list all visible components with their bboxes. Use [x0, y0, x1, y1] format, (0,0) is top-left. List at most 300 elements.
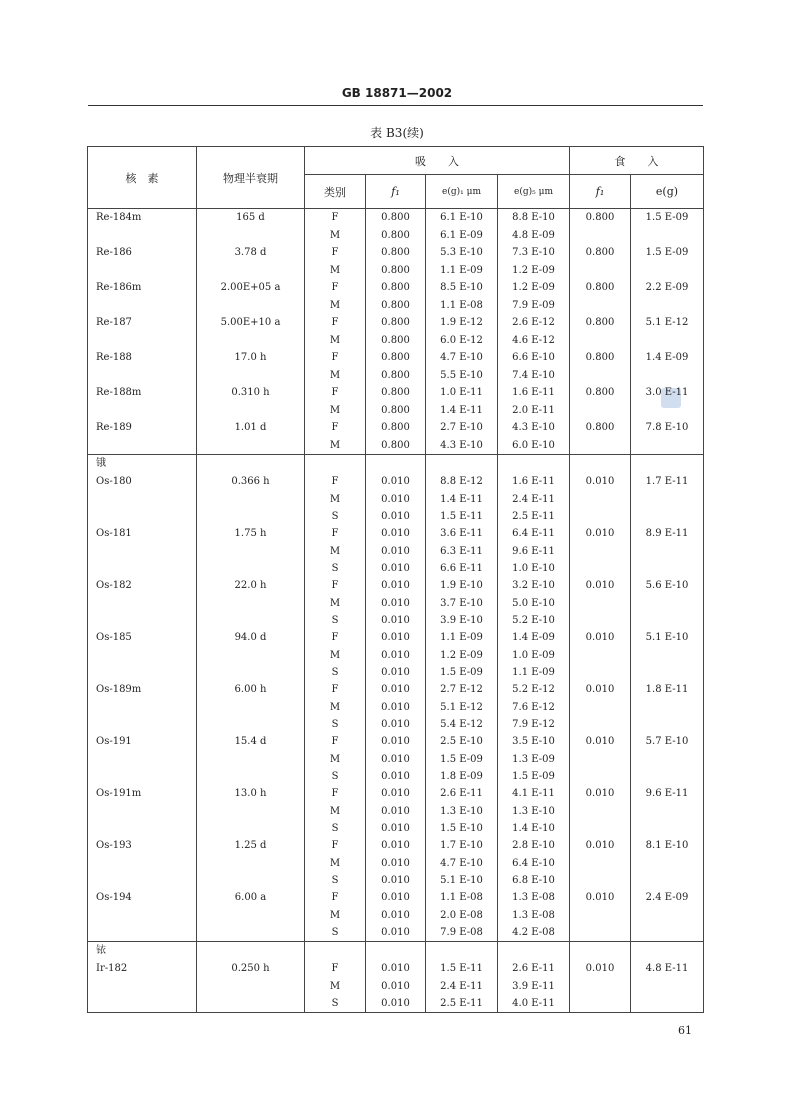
table-cell-e1: 6.0 E-12 — [426, 332, 498, 349]
table-cell-hl — [197, 332, 305, 349]
table-cell-f1: 0.010 — [366, 595, 426, 612]
table-cell-hl — [197, 508, 305, 525]
table-cell-e1: 1.8 E-09 — [426, 768, 498, 785]
table-cell-ef1 — [570, 402, 631, 419]
table-cell-eg — [631, 491, 704, 508]
table-cell-e1: 2.4 E-11 — [426, 978, 498, 995]
table-cell-ef1 — [570, 942, 631, 961]
table-row — [88, 960, 704, 978]
table-row — [88, 349, 704, 367]
table-cell-ef1: 0.010 — [570, 837, 631, 855]
table-cell-hl: 0.250 h — [197, 960, 305, 978]
table-cell-eg — [631, 768, 704, 785]
table-cell-hl — [197, 560, 305, 577]
table-cell-f1: 0.010 — [366, 508, 426, 525]
table-cell-e5: 1.4 E-09 — [498, 629, 570, 647]
table-cell-hl — [197, 751, 305, 768]
table-row — [88, 647, 704, 664]
table-row — [88, 664, 704, 681]
table-cell-hl: 1.75 h — [197, 525, 305, 543]
table-cell-e1: 7.9 E-08 — [426, 924, 498, 942]
table-row — [88, 837, 704, 855]
table-cell-hl — [197, 699, 305, 716]
table-cell-nuc: Re-186 — [88, 244, 197, 262]
table-cell-eg: 5.1 E-10 — [631, 629, 704, 647]
table-row — [88, 768, 704, 785]
table-cell-f1: 0.010 — [366, 889, 426, 907]
table-cell-f1: 0.010 — [366, 907, 426, 924]
table-cell-ef1: 0.010 — [570, 577, 631, 595]
table-row — [88, 560, 704, 577]
table-cell-f1: 0.010 — [366, 612, 426, 629]
table-cell-f1: 0.010 — [366, 803, 426, 820]
table-cell-hl — [197, 455, 305, 474]
table-cell-e1: 2.5 E-10 — [426, 733, 498, 751]
table-cell-f1: 0.010 — [366, 491, 426, 508]
table-cell-nuc — [88, 751, 197, 768]
header-rule — [88, 105, 703, 106]
table-cell-f1: 0.010 — [366, 995, 426, 1013]
table-cell-ef1 — [570, 699, 631, 716]
table-cell-e5: 7.4 E-10 — [498, 367, 570, 384]
table-cell-type: M — [305, 437, 366, 455]
table-cell-eg — [631, 995, 704, 1013]
table-cell-e5: 2.0 E-11 — [498, 402, 570, 419]
table-cell-nuc — [88, 803, 197, 820]
table-cell-type: M — [305, 543, 366, 560]
table-cell-nuc — [88, 227, 197, 244]
table-row — [88, 244, 704, 262]
table-cell-nuc: Os-193 — [88, 837, 197, 855]
table-cell-hl: 6.00 a — [197, 889, 305, 907]
table-row — [88, 419, 704, 437]
table-cell-eg — [631, 699, 704, 716]
table-cell-ef1: 0.800 — [570, 349, 631, 367]
table-cell-e1: 2.5 E-11 — [426, 995, 498, 1013]
table-cell-type: F — [305, 279, 366, 297]
table-cell-eg — [631, 872, 704, 889]
table-cell-hl — [197, 664, 305, 681]
table-cell-eg — [631, 227, 704, 244]
table-cell-nuc: Re-186m — [88, 279, 197, 297]
table-cell-nuc: Os-191 — [88, 733, 197, 751]
table-cell-e5: 4.2 E-08 — [498, 924, 570, 942]
table-cell-eg: 7.8 E-10 — [631, 419, 704, 437]
table-cell-type: F — [305, 960, 366, 978]
table-cell-ef1 — [570, 560, 631, 577]
table-row — [88, 907, 704, 924]
table-cell-eg — [631, 402, 704, 419]
table-cell-e1: 1.5 E-09 — [426, 751, 498, 768]
table-cell-nuc: Os-181 — [88, 525, 197, 543]
header-f1-ingestion: f₁ — [570, 175, 631, 209]
table-cell-e5: 1.6 E-11 — [498, 473, 570, 491]
table-cell-type: F — [305, 209, 366, 228]
table-cell-type: M — [305, 262, 366, 279]
table-cell-e5: 1.4 E-10 — [498, 820, 570, 837]
table-cell-nuc: Re-189 — [88, 419, 197, 437]
table-cell-e5: 1.2 E-09 — [498, 262, 570, 279]
table-cell-f1: 0.010 — [366, 785, 426, 803]
table-cell-ef1 — [570, 872, 631, 889]
header-ingestion: 食 入 — [570, 147, 704, 175]
table-row — [88, 733, 704, 751]
table-cell-e5: 1.3 E-08 — [498, 889, 570, 907]
table-cell-type: F — [305, 244, 366, 262]
document-header: GB 18871—2002 — [341, 86, 453, 100]
table-cell-f1: 0.010 — [366, 820, 426, 837]
table-cell-nuc: Ir-182 — [88, 960, 197, 978]
table-row — [88, 751, 704, 768]
table-cell-hl: 1.25 d — [197, 837, 305, 855]
table-cell-e1 — [426, 455, 498, 474]
table-cell-e1: 3.7 E-10 — [426, 595, 498, 612]
table-caption: 表 B3(续) — [370, 126, 424, 140]
table-row — [88, 491, 704, 508]
table-cell-f1: 0.010 — [366, 768, 426, 785]
table-cell-e1: 1.9 E-12 — [426, 314, 498, 332]
table-row — [88, 279, 704, 297]
table-cell-hl — [197, 491, 305, 508]
table-cell-eg: 8.9 E-11 — [631, 525, 704, 543]
table-cell-hl — [197, 437, 305, 455]
table-cell-ef1: 0.800 — [570, 279, 631, 297]
table-cell-type: M — [305, 595, 366, 612]
table-cell-e5: 7.9 E-09 — [498, 297, 570, 314]
table-cell-e5: 1.3 E-09 — [498, 751, 570, 768]
table-cell-ef1 — [570, 716, 631, 733]
table-cell-type: M — [305, 367, 366, 384]
table-cell-e5: 3.5 E-10 — [498, 733, 570, 751]
table-cell-eg: 9.6 E-11 — [631, 785, 704, 803]
table-row — [88, 297, 704, 314]
table-cell-type: M — [305, 647, 366, 664]
table-cell-eg — [631, 332, 704, 349]
table-cell-e5: 4.3 E-10 — [498, 419, 570, 437]
table-cell-e1: 1.0 E-11 — [426, 384, 498, 402]
table-cell-nuc — [88, 297, 197, 314]
table-cell-f1: 0.010 — [366, 733, 426, 751]
table-cell-ef1 — [570, 664, 631, 681]
table-cell-eg: 1.7 E-11 — [631, 473, 704, 491]
page-number: 61 — [678, 1024, 692, 1037]
table-cell-e5 — [498, 455, 570, 474]
table-cell-hl: 6.00 h — [197, 681, 305, 699]
table-cell-type: S — [305, 768, 366, 785]
table-cell-nuc — [88, 924, 197, 942]
table-cell-f1: 0.800 — [366, 437, 426, 455]
table-cell-ef1: 0.010 — [570, 733, 631, 751]
table-cell-hl — [197, 297, 305, 314]
table-cell-f1: 0.800 — [366, 262, 426, 279]
table-cell-type: F — [305, 577, 366, 595]
table-cell-ef1: 0.800 — [570, 244, 631, 262]
table-cell-type — [305, 455, 366, 474]
table-cell-e1: 5.1 E-10 — [426, 872, 498, 889]
table-cell-type: M — [305, 907, 366, 924]
table-cell-nuc — [88, 664, 197, 681]
table-cell-f1: 0.010 — [366, 924, 426, 942]
table-cell-ef1: 0.010 — [570, 681, 631, 699]
table-cell-eg — [631, 543, 704, 560]
table-row — [88, 437, 704, 455]
table-cell-f1: 0.010 — [366, 699, 426, 716]
table-cell-e5: 4.6 E-12 — [498, 332, 570, 349]
table-row — [88, 820, 704, 837]
table-cell-hl — [197, 402, 305, 419]
table-cell-e5: 2.8 E-10 — [498, 837, 570, 855]
table-row — [88, 716, 704, 733]
table-cell-hl — [197, 647, 305, 664]
table-cell-eg: 5.1 E-12 — [631, 314, 704, 332]
header-e-5um: e(g)₅ μm — [498, 175, 570, 209]
table-cell-e5: 6.8 E-10 — [498, 872, 570, 889]
table-row — [88, 681, 704, 699]
table-cell-f1: 0.800 — [366, 419, 426, 437]
header-type: 类别 — [305, 175, 366, 209]
table-cell-f1: 0.010 — [366, 664, 426, 681]
table-row — [88, 577, 704, 595]
table-row — [88, 995, 704, 1013]
table-cell-type: S — [305, 872, 366, 889]
header-f1-inhalation: f₁ — [366, 175, 426, 209]
table-cell-e5: 6.0 E-10 — [498, 437, 570, 455]
table-cell-e5: 1.0 E-10 — [498, 560, 570, 577]
table-cell-eg — [631, 855, 704, 872]
header-e-g: e(g) — [631, 175, 704, 209]
table-cell-hl — [197, 872, 305, 889]
table-cell-e5: 4.1 E-11 — [498, 785, 570, 803]
table-cell-nuc — [88, 508, 197, 525]
table-cell-type: S — [305, 560, 366, 577]
table-cell-hl: 13.0 h — [197, 785, 305, 803]
table-cell-e5: 4.8 E-09 — [498, 227, 570, 244]
table-cell-hl — [197, 716, 305, 733]
table-cell-e1: 4.7 E-10 — [426, 349, 498, 367]
table-cell-nuc — [88, 560, 197, 577]
table-cell-hl — [197, 924, 305, 942]
table-cell-e1: 6.3 E-11 — [426, 543, 498, 560]
table-row — [88, 209, 704, 228]
table-cell-e1: 1.7 E-10 — [426, 837, 498, 855]
table-cell-eg: 4.8 E-11 — [631, 960, 704, 978]
table-cell-hl — [197, 942, 305, 961]
table-cell-e1: 1.4 E-11 — [426, 491, 498, 508]
table-cell-f1: 0.800 — [366, 367, 426, 384]
table-cell-e5: 1.6 E-11 — [498, 384, 570, 402]
table-cell-type: M — [305, 699, 366, 716]
table-cell-f1: 0.800 — [366, 297, 426, 314]
table-cell-f1 — [366, 942, 426, 961]
table-cell-type: M — [305, 978, 366, 995]
table-cell-hl: 165 d — [197, 209, 305, 228]
table-cell-eg: 2.2 E-09 — [631, 279, 704, 297]
table-cell-f1: 0.010 — [366, 855, 426, 872]
table-cell-hl: 22.0 h — [197, 577, 305, 595]
table-cell-type: F — [305, 525, 366, 543]
header-inhalation: 吸 入 — [305, 147, 570, 175]
table-cell-e1: 5.4 E-12 — [426, 716, 498, 733]
table-cell-f1: 0.800 — [366, 349, 426, 367]
table-cell-nuc — [88, 612, 197, 629]
table-row — [88, 855, 704, 872]
table-cell-e1: 2.6 E-11 — [426, 785, 498, 803]
table-cell-e1: 6.6 E-11 — [426, 560, 498, 577]
table-cell-f1: 0.800 — [366, 209, 426, 228]
table-cell-nuc: Os-180 — [88, 473, 197, 491]
table-cell-type: F — [305, 889, 366, 907]
table-cell-f1: 0.800 — [366, 314, 426, 332]
table-cell-nuc — [88, 855, 197, 872]
table-row — [88, 508, 704, 525]
table-cell-nuc: Re-187 — [88, 314, 197, 332]
table-cell-eg — [631, 664, 704, 681]
table-cell-nuc: Re-188m — [88, 384, 197, 402]
table-cell-hl — [197, 820, 305, 837]
table-cell-type: M — [305, 491, 366, 508]
table-row — [88, 525, 704, 543]
table-cell-e5: 6.4 E-11 — [498, 525, 570, 543]
table-cell-ef1 — [570, 978, 631, 995]
table-row — [88, 872, 704, 889]
table-cell-ef1 — [570, 647, 631, 664]
table-cell-nuc — [88, 402, 197, 419]
table-cell-hl: 5.00E+10 a — [197, 314, 305, 332]
table-cell-f1: 0.010 — [366, 716, 426, 733]
table-cell-type: M — [305, 803, 366, 820]
table-cell-e1: 3.6 E-11 — [426, 525, 498, 543]
table-cell-e1: 4.3 E-10 — [426, 437, 498, 455]
table-cell-hl — [197, 803, 305, 820]
table-row — [88, 699, 704, 716]
table-cell-hl: 0.366 h — [197, 473, 305, 491]
table-cell-eg — [631, 978, 704, 995]
table-cell-hl: 94.0 d — [197, 629, 305, 647]
table-cell-e1: 1.5 E-11 — [426, 960, 498, 978]
table-cell-e1: 3.9 E-10 — [426, 612, 498, 629]
table-cell-ef1: 0.800 — [570, 314, 631, 332]
table-cell-e1: 1.4 E-11 — [426, 402, 498, 419]
table-cell-e5: 7.3 E-10 — [498, 244, 570, 262]
table-cell-e1: 5.1 E-12 — [426, 699, 498, 716]
table-cell-eg — [631, 297, 704, 314]
table-cell-eg: 1.5 E-09 — [631, 209, 704, 228]
table-cell-hl — [197, 543, 305, 560]
table-cell-e1: 1.9 E-10 — [426, 577, 498, 595]
table-cell-eg: 1.8 E-11 — [631, 681, 704, 699]
table-cell-ef1 — [570, 262, 631, 279]
table-cell-hl — [197, 612, 305, 629]
table-cell-e5: 7.6 E-12 — [498, 699, 570, 716]
table-cell-f1: 0.800 — [366, 402, 426, 419]
table-cell-ef1 — [570, 508, 631, 525]
table-cell-e1: 2.0 E-08 — [426, 907, 498, 924]
table-cell-e1: 1.1 E-09 — [426, 629, 498, 647]
table-row — [88, 595, 704, 612]
table-cell-ef1: 0.010 — [570, 960, 631, 978]
table-cell-eg — [631, 803, 704, 820]
table-cell-nuc — [88, 491, 197, 508]
table-cell-eg — [631, 907, 704, 924]
table-cell-type: M — [305, 751, 366, 768]
table-cell-type: M — [305, 332, 366, 349]
table-cell-nuc: Os-194 — [88, 889, 197, 907]
table-cell-ef1 — [570, 612, 631, 629]
table-cell-e1: 8.8 E-12 — [426, 473, 498, 491]
table-cell-hl — [197, 907, 305, 924]
table-cell-hl: 3.78 d — [197, 244, 305, 262]
table-cell-hl — [197, 595, 305, 612]
table-cell-e5: 1.2 E-09 — [498, 279, 570, 297]
table-cell-f1: 0.010 — [366, 560, 426, 577]
table-cell-hl: 17.0 h — [197, 349, 305, 367]
table-cell-nuc — [88, 699, 197, 716]
table-cell-type: S — [305, 664, 366, 681]
table-cell-e5: 2.6 E-12 — [498, 314, 570, 332]
table-cell-eg: 8.1 E-10 — [631, 837, 704, 855]
table-cell-nuc: Re-188 — [88, 349, 197, 367]
table-cell-ef1 — [570, 491, 631, 508]
table-cell-nuc — [88, 332, 197, 349]
table-cell-e5: 1.1 E-09 — [498, 664, 570, 681]
table-cell-eg — [631, 437, 704, 455]
table-cell-nuc: 铱 — [88, 942, 197, 961]
table-cell-type: F — [305, 629, 366, 647]
table-cell-ef1: 0.010 — [570, 525, 631, 543]
table-cell-ef1 — [570, 595, 631, 612]
table-cell-e1: 1.1 E-09 — [426, 262, 498, 279]
table-row — [88, 978, 704, 995]
table-cell-f1: 0.800 — [366, 244, 426, 262]
table-cell-f1: 0.010 — [366, 473, 426, 491]
table-cell-e5: 1.0 E-09 — [498, 647, 570, 664]
table-cell-type: F — [305, 785, 366, 803]
table-cell-e5: 6.6 E-10 — [498, 349, 570, 367]
table-cell-eg: 5.7 E-10 — [631, 733, 704, 751]
table-cell-ef1: 0.010 — [570, 889, 631, 907]
table-cell-ef1 — [570, 332, 631, 349]
table-cell-eg — [631, 508, 704, 525]
table-cell-e1: 1.1 E-08 — [426, 297, 498, 314]
table-cell-type: S — [305, 995, 366, 1013]
table-cell-eg: 5.6 E-10 — [631, 577, 704, 595]
table-cell-e5 — [498, 942, 570, 961]
table-cell-hl — [197, 227, 305, 244]
table-cell-hl — [197, 855, 305, 872]
table-cell-e1: 1.5 E-10 — [426, 820, 498, 837]
table-cell-eg — [631, 612, 704, 629]
table-cell-f1: 0.800 — [366, 279, 426, 297]
table-cell-eg: 1.5 E-09 — [631, 244, 704, 262]
table-cell-eg — [631, 716, 704, 733]
table-cell-type: M — [305, 855, 366, 872]
table-cell-f1: 0.010 — [366, 647, 426, 664]
table-cell-eg — [631, 560, 704, 577]
table-cell-e5: 2.5 E-11 — [498, 508, 570, 525]
table-cell-ef1 — [570, 437, 631, 455]
table-cell-type: S — [305, 716, 366, 733]
table-cell-e5: 4.0 E-11 — [498, 995, 570, 1013]
table-cell-e5: 2.4 E-11 — [498, 491, 570, 508]
table-cell-eg — [631, 647, 704, 664]
table-cell-e1: 1.5 E-11 — [426, 508, 498, 525]
table-cell-ef1: 0.010 — [570, 785, 631, 803]
table-cell-type: F — [305, 681, 366, 699]
table-cell-ef1 — [570, 297, 631, 314]
table-cell-type: F — [305, 473, 366, 491]
table-cell-type: S — [305, 924, 366, 942]
table-row — [88, 384, 704, 402]
